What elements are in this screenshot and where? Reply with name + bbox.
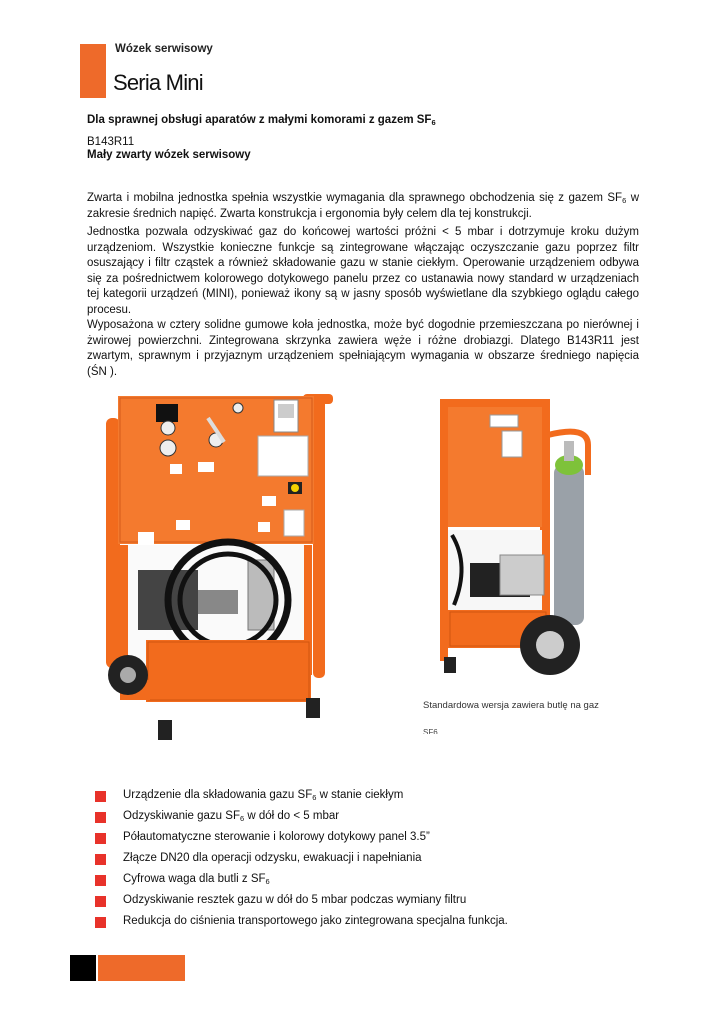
paragraph-intro: Zwarta i mobilna jednostka spełnia wszystkie wymagania dla sprawnego obchodzenia się z gazem $SF_6$ w zakresie średnich napięć. Zwarta konstrukcja i ergonomia były celem dla tej konstrukcji. [87, 192, 639, 220]
feature-list [95, 788, 508, 935]
bullet-square-icon [95, 875, 106, 886]
header-accent-bar [80, 44, 106, 98]
feature-item: Półautomatyczne sterowanie i kolorowy dotykowy panel 3.5” [95, 830, 508, 851]
feature-item: Urządzenie dla składowania gazu $SF_6$ w stanie ciekłym [95, 788, 508, 809]
product-name: Mały zwarty wózek serwisowy [87, 149, 251, 161]
feature-item: Cyfrowa waga dla butli z $SF_6$ [95, 872, 508, 893]
bullet-square-icon [95, 833, 106, 844]
subtitle: Dla sprawnej obsługi aparatów z małymi komorami z gazem $SF_6$ [87, 114, 436, 127]
caption-overflow: SF6 [423, 728, 438, 734]
product-code: B143R11 [87, 136, 135, 148]
page-title: Seria Mini [113, 70, 203, 95]
feature-item: Odzyskiwanie resztek gazu w dół do 5 mbar podczas wymiany filtru [95, 893, 508, 914]
cart-side-photo [430, 395, 600, 685]
bullet-square-icon [95, 854, 106, 865]
bullet-square-icon [95, 896, 106, 907]
cart-front-photo [98, 390, 338, 750]
footer-orange-block [98, 955, 185, 981]
feature-item: Złącze DN20 dla operacji odzysku, ewakuacji i napełniania [95, 851, 508, 872]
photo-caption: Standardowa wersja zawiera butlę na gaz [423, 700, 599, 711]
bullet-square-icon [95, 917, 106, 928]
section-kicker: Wózek serwisowy [115, 43, 213, 55]
paragraph-function: Jednostka pozwala odzyskiwać gaz do końcowej wartości próżni < 5 mbar i dotrzymuje kroku dużym urządzeniom. Wszystkie konieczne funkcje są zintegrowane włączając oczyszczanie gazu poprzez filtr osuszający i filtr cząstek a również składowanie gazu w stanie ciekłym. Operowanie urządzeniem odbywa się za pośrednictwem kolorowego dotykowego panelu przez co ustanawia nowy standard w urządzeniach tej kategorii urządzeń (MINI), ponieważ ikony są w jasny sposób wyświetlane dla szybkiego oglądu całego procesu. [87, 226, 639, 316]
paragraph-mobility: Wyposażona w cztery solidne gumowe koła jednostka, może być dogodnie przemieszczana po nierównej i żwirowej powierzchni. Zintegrowana skrzynka zawiera węże i różne drobiazgi. Dlatego B143R11 jest zwartym, sprawnym i przyjaznym urządzeniem spełniającym wymagania w obszarze średniego napięcia (ŚN ). [87, 319, 639, 378]
bullet-square-icon [95, 791, 106, 802]
feature-item: Redukcja do ciśnienia transportowego jako zintegrowana specjalna funkcja. [95, 914, 508, 935]
footer-black-block [70, 955, 96, 981]
bullet-square-icon [95, 812, 106, 823]
feature-item: Odzyskiwanie gazu $SF_6$ w dół do < 5 mbar [95, 809, 508, 830]
